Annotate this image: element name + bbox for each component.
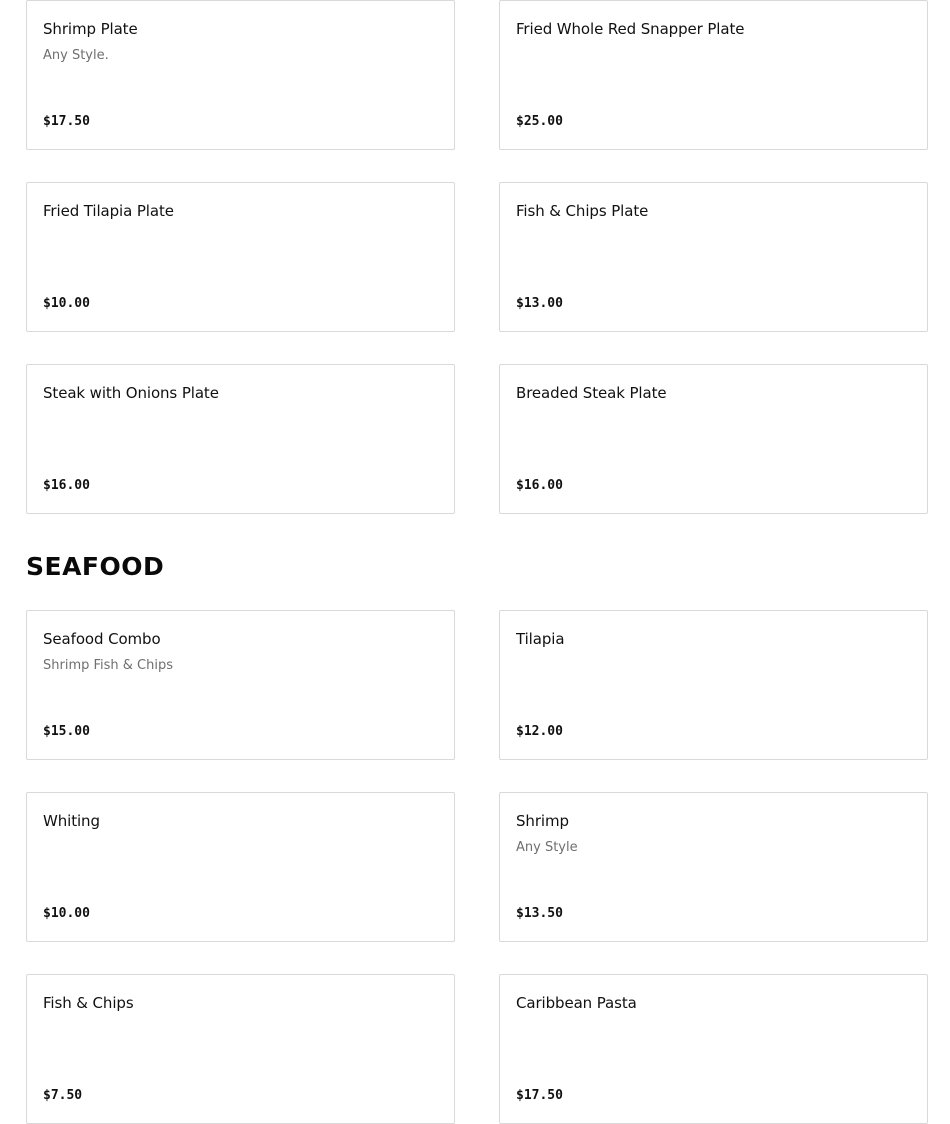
menu-item-price: $17.50 bbox=[516, 1088, 563, 1103]
menu-item-name: Fish & Chips bbox=[43, 994, 134, 1012]
section-title-seafood: SEAFOOD bbox=[26, 552, 165, 581]
menu-item-description: Any Style. bbox=[43, 48, 109, 63]
menu-item-card[interactable] bbox=[499, 610, 928, 760]
menu-item-name: Seafood Combo bbox=[43, 630, 161, 648]
menu-item-price: $15.00 bbox=[43, 724, 90, 739]
menu-item-card[interactable] bbox=[26, 0, 455, 150]
menu-item-card[interactable] bbox=[26, 610, 455, 760]
menu-item-card[interactable] bbox=[26, 182, 455, 332]
menu-item-name: Fried Whole Red Snapper Plate bbox=[516, 20, 745, 38]
menu-item-name: Breaded Steak Plate bbox=[516, 384, 667, 402]
menu-item-card[interactable] bbox=[499, 792, 928, 942]
menu-item-card[interactable] bbox=[499, 0, 928, 150]
menu-item-price: $16.00 bbox=[43, 478, 90, 493]
menu-item-description: Any Style bbox=[516, 840, 578, 855]
seafood-menu-grid bbox=[26, 610, 928, 1124]
menu-item-name: Steak with Onions Plate bbox=[43, 384, 219, 402]
menu-item-name: Shrimp Plate bbox=[43, 20, 138, 38]
menu-item-name: Caribbean Pasta bbox=[516, 994, 637, 1012]
menu-item-price: $7.50 bbox=[43, 1088, 83, 1103]
menu-item-card[interactable] bbox=[499, 364, 928, 514]
menu-item-price: $10.00 bbox=[43, 906, 90, 921]
menu-item-name: Tilapia bbox=[516, 630, 565, 648]
menu-item-price: $10.00 bbox=[43, 296, 90, 311]
menu-item-price: $13.00 bbox=[516, 296, 563, 311]
menu-item-name: Fish & Chips Plate bbox=[516, 202, 649, 220]
menu-item-card[interactable] bbox=[26, 792, 455, 942]
menu-item-card[interactable] bbox=[499, 182, 928, 332]
menu-item-card[interactable] bbox=[499, 974, 928, 1124]
plates-menu-grid bbox=[26, 0, 928, 514]
menu-item-price: $17.50 bbox=[43, 114, 90, 129]
menu-item-description: Shrimp Fish & Chips bbox=[43, 658, 174, 673]
menu-item-card[interactable] bbox=[26, 974, 455, 1124]
menu-item-name: Shrimp bbox=[516, 812, 569, 830]
menu-item-name: Whiting bbox=[43, 812, 100, 830]
menu-item-price: $25.00 bbox=[516, 114, 563, 129]
menu-item-price: $16.00 bbox=[516, 478, 563, 493]
menu-item-price: $13.50 bbox=[516, 906, 563, 921]
menu-item-price: $12.00 bbox=[516, 724, 563, 739]
menu-item-card[interactable] bbox=[26, 364, 455, 514]
menu-item-name: Fried Tilapia Plate bbox=[43, 202, 174, 220]
